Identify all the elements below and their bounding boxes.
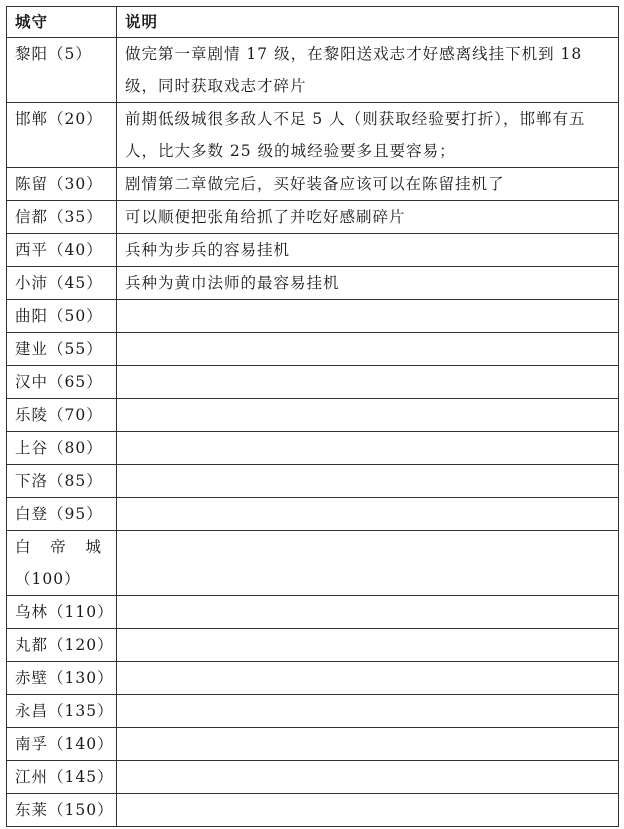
table-row xyxy=(7,38,619,103)
table-row xyxy=(7,794,619,827)
note-cell xyxy=(117,728,619,761)
note-cell xyxy=(117,366,619,399)
note-cell xyxy=(117,695,619,728)
city-cell: 赤壁（130） xyxy=(7,662,117,695)
city-cell: 南孚（140） xyxy=(7,728,117,761)
city-cell: 上谷（80） xyxy=(7,432,117,465)
city-cell: 黎阳（5） xyxy=(7,38,117,103)
table-row xyxy=(7,399,619,432)
city-table xyxy=(6,6,619,827)
city-cell: 下洛（85） xyxy=(7,465,117,498)
table-row xyxy=(7,267,619,300)
note-cell xyxy=(117,662,619,695)
note-cell xyxy=(117,531,619,596)
city-line-1: 白 帝 城 xyxy=(15,538,102,556)
city-cell: 白登（95） xyxy=(7,498,117,531)
city-cell: 曲阳（50） xyxy=(7,300,117,333)
table-row xyxy=(7,728,619,761)
table-row xyxy=(7,168,619,201)
city-cell: 西平（40） xyxy=(7,234,117,267)
note-cell xyxy=(117,300,619,333)
table-row xyxy=(7,761,619,794)
note-cell xyxy=(117,432,619,465)
city-line-2: （100） xyxy=(15,570,81,588)
table-row xyxy=(7,498,619,531)
table-row xyxy=(7,103,619,168)
city-cell: 小沛（45） xyxy=(7,267,117,300)
table-row xyxy=(7,695,619,728)
city-cell: 陈留（30） xyxy=(7,168,117,201)
table-row xyxy=(7,201,619,234)
note-cell xyxy=(117,333,619,366)
city-cell: 邯郸（20） xyxy=(7,103,117,168)
note-cell xyxy=(117,465,619,498)
table-row xyxy=(7,366,619,399)
note-cell: 可以顺便把张角给抓了并吃好感刷碎片 xyxy=(117,201,619,234)
city-cell: 汉中（65） xyxy=(7,366,117,399)
city-cell: 信都（35） xyxy=(7,201,117,234)
table-row xyxy=(7,596,619,629)
note-cell: 做完第一章剧情 17 级，在黎阳送戏志才好感离线挂下机到 18 级，同时获取戏志才碎片 xyxy=(117,38,619,103)
note-cell: 剧情第二章做完后，买好装备应该可以在陈留挂机了 xyxy=(117,168,619,201)
table-header-row xyxy=(7,7,619,38)
table-row xyxy=(7,432,619,465)
table-row xyxy=(7,465,619,498)
city-cell: 乌林（110） xyxy=(7,596,117,629)
table-row xyxy=(7,662,619,695)
note-cell: 前期低级城很多敌人不足 5 人（则获取经验要打折），邯郸有五人，比大多数 25 级的城经验要多且要容易； xyxy=(117,103,619,168)
city-cell: 东莱（150） xyxy=(7,794,117,827)
note-cell: 兵种为步兵的容易挂机 xyxy=(117,234,619,267)
note-cell xyxy=(117,629,619,662)
note-cell: 兵种为黄巾法师的最容易挂机 xyxy=(117,267,619,300)
note-cell xyxy=(117,761,619,794)
note-cell xyxy=(117,794,619,827)
header-note: 说明 xyxy=(117,7,619,38)
city-cell: 永昌（135） xyxy=(7,695,117,728)
city-cell: 建业（55） xyxy=(7,333,117,366)
note-cell xyxy=(117,399,619,432)
table-row xyxy=(7,333,619,366)
table-row xyxy=(7,300,619,333)
city-cell: 江州（145） xyxy=(7,761,117,794)
table-row xyxy=(7,234,619,267)
city-cell: 乐陵（70） xyxy=(7,399,117,432)
header-city: 城守 xyxy=(7,7,117,38)
table-row xyxy=(7,629,619,662)
note-cell xyxy=(117,498,619,531)
table-row xyxy=(7,531,619,596)
note-cell xyxy=(117,596,619,629)
city-cell: 丸都（120） xyxy=(7,629,117,662)
city-cell xyxy=(7,531,117,596)
